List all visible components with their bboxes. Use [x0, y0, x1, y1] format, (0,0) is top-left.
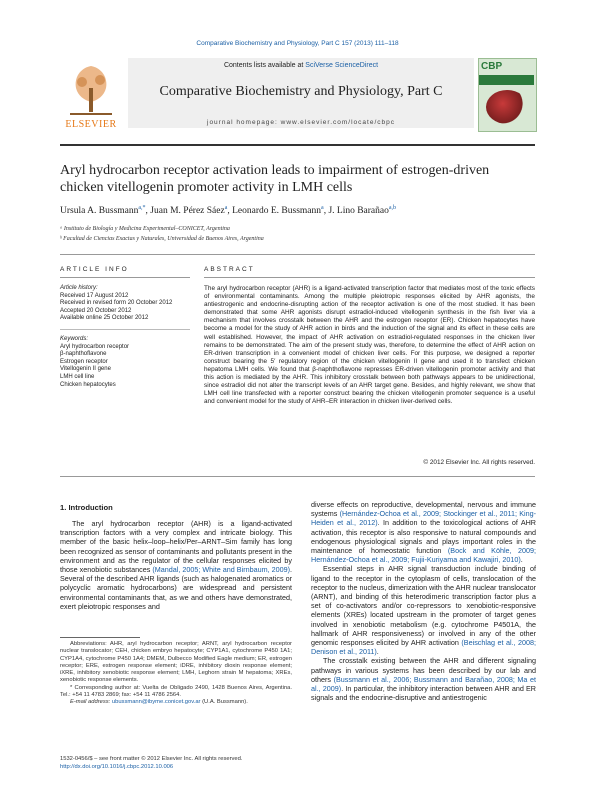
keywords-label: Keywords:: [60, 335, 89, 342]
author-sup[interactable]: a: [224, 205, 228, 211]
intro-column-left: [60, 519, 292, 611]
corresponding-author: * Corresponding author at: Vuelta de Obligado 2490, 1428 Buenos Aires, Argentina. Tel.: +54 11 4783 2869; fax: +54 11 4786 2564.: [60, 684, 292, 699]
keyword: Estrogen receptor: [60, 358, 108, 365]
bottom-info: [60, 756, 360, 771]
email-link[interactable]: ubussmann@ibyme.conicet.gov.ar: [111, 699, 201, 706]
email-suffix: (U.A. Bussmann).: [200, 699, 248, 706]
contents-prefix: Contents lists available at: [223, 62, 306, 69]
article-info: [60, 285, 190, 389]
author-sup[interactable]: a,*: [138, 205, 146, 211]
paragraph-text: diverse effects on reproductive, developmental, nervous and immune systems: [311, 500, 536, 519]
paragraph-text: . In addition to the toxicological actions of AHR activation, this receptor is also responsive to natural compounds and endogenous physiological signals and plays important roles in the maintenance of homeostatic function: [311, 518, 536, 556]
citation-link[interactable]: (Mandal, 2005; White and Birnbaum, 2009): [152, 565, 290, 575]
paragraph-text: The crosstalk existing between the AHR and different signaling pathways in various systems has been described by our lab and others: [311, 656, 536, 684]
abstract-bottom-rule: [60, 476, 535, 477]
journal-homepage[interactable]: journal homepage: www.elsevier.com/locate/cbpc: [207, 119, 395, 126]
paragraph-text: . Several of the described AHR ligands (such as halogenated aromatics or polycyclic aromatic hydrocarbons) are widespread and persistent environmental contaminants that, as we and others have demonstrated, exert pleiotropic responses and: [60, 565, 292, 611]
article-info-heading: ARTICLE INFO: [60, 266, 129, 273]
header-rule: [60, 144, 535, 146]
sciencedirect-link[interactable]: SciVerse ScienceDirect: [305, 62, 379, 69]
author-name[interactable]: J. Lino Barañao: [328, 206, 389, 217]
history-label: Article history:: [60, 285, 98, 291]
history-item: Received 17 August 2012: [60, 292, 129, 299]
paragraph-text: . In particular, the inhibitory interaction between AHR and ER signals and the endocrine-disruptive and antiestrogenic: [311, 684, 536, 703]
affiliation: ᵃ Instituto de Biología y Medicina Experimental–CONICET, Argentina: [60, 226, 230, 232]
history-item: Available online 25 October 2012: [60, 315, 149, 322]
keywords-divider: [60, 329, 190, 330]
history-item: Accepted 20 October 2012: [60, 307, 132, 314]
abstract-text: The aryl hydrocarbon receptor (AHR) is a ligand-activated transcription factor that mediates most of the toxic effects of environmental contaminants. Among the multiple pleiotropic responses elicited by AHR agonists, the antiestrogenic and endocrine-disrupting action of the receptor activation is one of the most studied. It has been demonstrated that some AHR agonists disrupt estradiol-induced vitellogenin synthesis in the fish liver via a mechanism that involves crosstalk between the AHR and the estrogen receptor (ER). Chicken hepatocytes have become a model for the study of AHR action in birds and the induction of the signal and its effect in these cells are well established. However, the impact of AHR activation on estradiol-regulated responses in the chicken liver remains to be demonstrated. The aim of the present study was, therefore, to determine the effect of AHR action on ER-driven transcription in a convenient model of chicken liver cells. For this purpose, we designed a reporter construct bearing the 5′ regulatory region of the chicken vitellogenin II gene and used it to transfect chicken hepatoma LMH cells. We found that β-naphthoflavone represses ER-driven vitellogenin promoter activity and that this action is mediated by the AHR. This inhibitory crosstalk between both pathways appears to be unidirectional, since estradiol did not alter the transcript levels of an AHR target gene. Besides, and highly relevant, we show that LMH cell line transfected with a reporter construct bearing the chicken vitellogenin promoter sequence is a useful and convenient model for the study of AHR–ER interaction in chicken liver-derived cells.: [204, 285, 535, 406]
section-heading-introduction: 1. Introduction: [60, 503, 113, 512]
journal-reference[interactable]: Comparative Biochemistry and Physiology, Part C 157 (2013) 111–118: [196, 40, 399, 47]
paragraph: [60, 519, 292, 611]
keyword: Chicken hepatocytes: [60, 381, 116, 388]
citation-link[interactable]: (Bussmann et al., 2006; Bussmann and Barañao, 2008; Ma et al., 2009): [311, 674, 537, 694]
email-line: [60, 699, 292, 706]
intro-column-right: [311, 500, 536, 702]
keyword: LMH cell line: [60, 373, 95, 380]
author-sup[interactable]: a: [321, 205, 324, 211]
article-title: Aryl hydrocarbon receptor activation leads to impairment of estrogen-driven chicken vitellogenin promoter activity in LMH cells: [60, 163, 490, 195]
author-name[interactable]: Leonardo E. Bussmann: [232, 206, 322, 217]
paragraph-text: .: [376, 647, 379, 657]
affiliation: ᵇ Facultad de Ciencias Exactas y Naturales, Universidad de Buenos Aires, Argentina: [60, 236, 264, 242]
cover-title: CBP: [481, 61, 503, 72]
info-rule: [60, 277, 190, 278]
citation-link[interactable]: (Beischlag et al., 2008; Denison et al., 2011): [311, 638, 537, 657]
paragraph: [311, 656, 536, 702]
author-list: Ursula A. Bussmann$^{a,*}$, Juan M. Pérez Sáez$^a$, Leonardo E. Bussmann$^a$, J. Lino Barañao$^{a,b}$: [60, 205, 397, 217]
email-label: E-mail address:: [70, 699, 112, 706]
abstract-rule: [204, 277, 535, 278]
contents-line: [128, 62, 474, 69]
doi-link[interactable]: http://dx.doi.org/10.1016/j.cbpc.2012.10.006: [60, 763, 174, 770]
keyword: Aryl hydrocarbon receptor: [60, 343, 130, 350]
affiliation-rule: [60, 254, 535, 255]
paragraph-text: .: [520, 555, 523, 565]
paragraph: [311, 500, 536, 564]
paragraph-text: The aryl hydrocarbon receptor (AHR) is a ligand-activated transcription factors with a very complex and intricate biology. This member of the basic helix–loop–helix/Per–ARNT–Sim family has long been recognized as sensor of contaminants and pollutants present in the environment and as the regulator of the cellular responses elicited by those xenobiotic substances: [60, 519, 292, 575]
abstract-copyright: © 2012 Elsevier Inc. All rights reserved.: [423, 459, 535, 466]
keyword: Vitellogenin II gene: [60, 366, 111, 373]
author-name[interactable]: Ursula A. Bussmann: [60, 206, 139, 217]
publisher-name: ELSEVIER: [65, 119, 117, 130]
keyword: β-naphthoflavone: [60, 351, 107, 358]
citation-link[interactable]: (Bock and Köhle, 2009; Hernández-Ochoa et al., 2009; Fujii-Kuriyama and Kawajiri, 2010): [311, 546, 536, 565]
history-item: Received in revised form 20 October 2012: [60, 300, 173, 307]
citation-link[interactable]: (Hernández-Ochoa et al., 2009; Stockinger et al., 2011; King-Heiden et al., 2012): [311, 509, 536, 528]
abstract-heading: ABSTRACT: [204, 266, 255, 273]
footnotes: [60, 641, 292, 707]
paragraph: [311, 564, 536, 656]
paragraph-text: Essential steps in AHR signal transduction include binding of ligand to the receptor in the cytoplasm of cells, translocation of the receptor to the nucleus, dimerization with the AHR nuclear translocator (ARNT), and binding of this heterodimeric transcription factor plus a set of co-activators and/or co-repressors to xenobiotic-responsive elements (XREs) located upstream in the promoter of target genes involved in xenobiotic metabolism (e.g. cytochrome P4501A, the hallmark of AHR responsiveness) or involved in any of the other genomic responses elicited by AHR activation: [311, 564, 536, 648]
cover-band: [479, 75, 534, 85]
cover-art: [486, 90, 528, 124]
author-name[interactable]: Juan M. Pérez Sáez: [150, 206, 225, 217]
journal-name: Comparative Biochemistry and Physiology, Part C: [159, 84, 443, 99]
abbreviations-footnote: Abbreviations: AHR, aryl hydrocarbon receptor; ARNT, aryl hydrocarbon receptor nuclear translocator; CEH, chicken embryo hepatocyte; CYP1A1, cytochrome P450 1A1; CYP1A4, cytochrome P450 1A4; DMEM, Dulbecco Modified Eagle medium; ER, estrogen receptor; ERE, estrogen response element; iDRE, inhibitory dioxin response element; iXRE, inhibitory xenobiotic response element; LMH, Leghorn strain M hepatoma; XREs, xenobiotic response elements.: [60, 641, 292, 684]
issn-line: 1532-0456/$ – see front matter © 2012 Elsevier Inc. All rights reserved.: [60, 756, 243, 762]
footnote-rule: [60, 637, 140, 638]
author-sup[interactable]: a,b: [388, 205, 397, 211]
